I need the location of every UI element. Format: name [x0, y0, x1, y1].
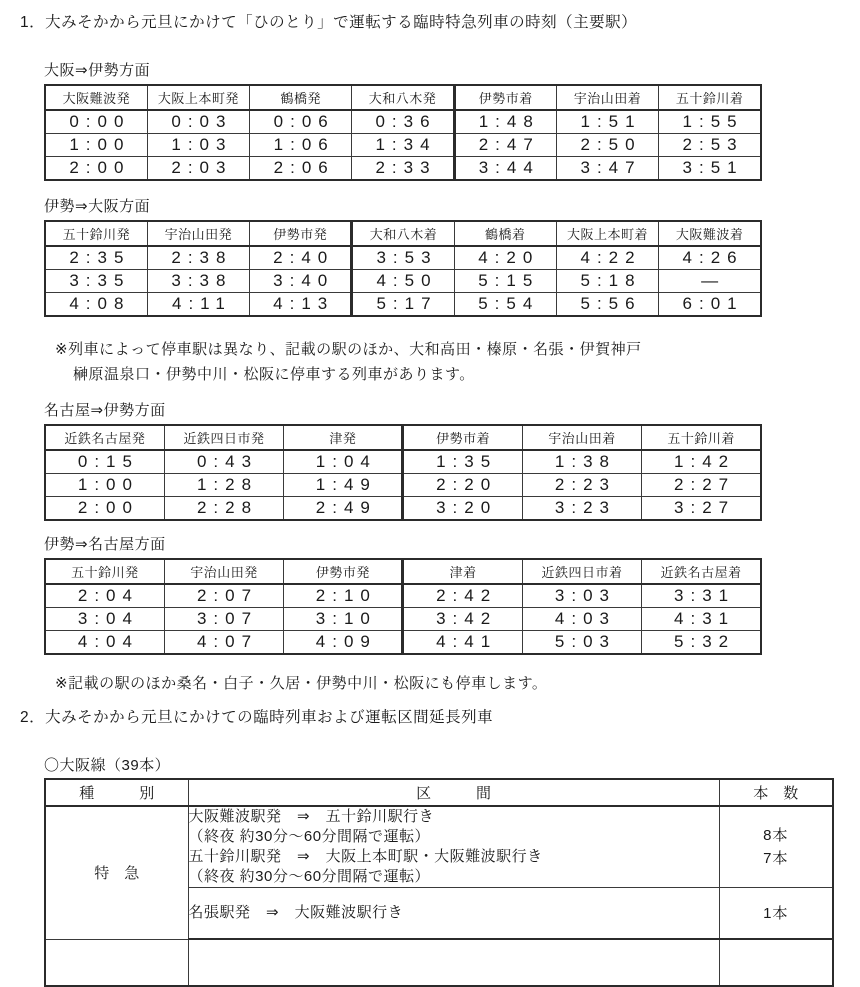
osaka-line-label: 〇大阪線（39本） — [44, 757, 171, 774]
header-row — [45, 559, 761, 584]
table-row-partial — [45, 939, 833, 986]
time-cell: 3:23 — [522, 497, 641, 521]
time-cell: 1:38 — [522, 450, 641, 474]
column-header: 五十鈴川着 — [659, 85, 761, 110]
time-cell: 4:08 — [45, 293, 147, 317]
time-cell: 5:18 — [556, 270, 658, 293]
note-osaka-line-stops — [55, 337, 860, 387]
route-line: 大阪難波駅発 ⇒ 五十鈴川駅行き — [188, 808, 435, 825]
time-cell: 2:47 — [454, 134, 556, 157]
section-1-title: 1．大みそかから元旦にかけて「ひのとり」で運転する臨時特急列車の時刻（主要駅） — [20, 14, 638, 31]
column-header: 伊勢市発 — [250, 221, 352, 246]
column-header: 近鉄四日市発 — [164, 425, 283, 450]
column-header: 近鉄名古屋着 — [642, 559, 761, 584]
timetable-block-ise-to-nagoya — [44, 535, 860, 655]
timetable-block-nagoya-to-ise — [44, 401, 860, 521]
route-line: 五十鈴川駅発 ⇒ 大阪上本町駅・大阪難波駅行き — [188, 848, 543, 865]
col-header-count: 本 数 — [719, 779, 833, 806]
time-cell: 2:35 — [45, 246, 147, 270]
header-row — [45, 85, 761, 110]
column-header: 近鉄四日市着 — [522, 559, 641, 584]
time-cell: 0:03 — [147, 110, 249, 134]
note-line: ※列車によって停車駅は異なり、記載の駅のほか、大和高田・榛原・名張・伊賀神戸 — [55, 341, 642, 358]
time-cell: 3:31 — [642, 584, 761, 608]
column-header: 津発 — [284, 425, 403, 450]
table-row — [45, 497, 761, 521]
section-2-title: 2．大みそかから元旦にかけての臨時列車および運転区間延長列車 — [20, 709, 494, 726]
header-row — [45, 425, 761, 450]
train-count: 7本 — [763, 850, 789, 867]
time-cell: 5:56 — [556, 293, 658, 317]
column-header: 大阪難波発 — [45, 85, 147, 110]
time-cell: 3:40 — [250, 270, 352, 293]
column-header: 鶴橋着 — [454, 221, 556, 246]
time-cell: 1:49 — [284, 474, 403, 497]
time-cell: 3:53 — [352, 246, 454, 270]
route-cell — [188, 888, 719, 940]
time-cell: — — [659, 270, 761, 293]
empty-cell — [45, 939, 188, 986]
timetable-label: 名古屋⇒伊勢方面 — [44, 402, 166, 419]
column-header: 伊勢市着 — [454, 85, 556, 110]
time-cell: 2:23 — [522, 474, 641, 497]
train-count-cell — [719, 888, 833, 940]
time-cell: 3:42 — [403, 608, 522, 631]
time-cell: 3:47 — [556, 157, 658, 181]
column-header: 大阪上本町発 — [147, 85, 249, 110]
timetable-ise-to-osaka — [44, 220, 762, 317]
note-line: 榊原温泉口・伊勢中川・松阪に停車する列車があります。 — [73, 366, 475, 383]
time-cell: 2:40 — [250, 246, 352, 270]
time-cell: 4:50 — [352, 270, 454, 293]
column-header: 津着 — [403, 559, 522, 584]
time-cell: 5:15 — [454, 270, 556, 293]
time-cell: 3:44 — [454, 157, 556, 181]
empty-cell — [719, 939, 833, 986]
time-cell: 1:42 — [642, 450, 761, 474]
table-row — [45, 134, 761, 157]
route-cell — [188, 806, 719, 888]
header-row — [45, 779, 833, 806]
time-cell: 1:00 — [45, 474, 164, 497]
time-cell: 2:06 — [250, 157, 352, 181]
time-cell: 2:28 — [164, 497, 283, 521]
time-cell: 2:07 — [164, 584, 283, 608]
time-cell: 1:55 — [659, 110, 761, 134]
time-cell: 0:06 — [250, 110, 352, 134]
column-header: 大和八木発 — [352, 85, 454, 110]
column-header: 宇治山田着 — [522, 425, 641, 450]
time-cell: 1:28 — [164, 474, 283, 497]
time-cell: 2:27 — [642, 474, 761, 497]
time-cell: 6:01 — [659, 293, 761, 317]
table-row — [45, 806, 833, 888]
table-row — [45, 293, 761, 317]
column-header: 伊勢市着 — [403, 425, 522, 450]
time-cell: 5:54 — [454, 293, 556, 317]
train-type-cell: 特 急 — [45, 806, 188, 939]
time-cell: 4:26 — [659, 246, 761, 270]
time-cell: 1:04 — [284, 450, 403, 474]
column-header: 五十鈴川発 — [45, 221, 147, 246]
osaka-line-table — [44, 778, 834, 987]
timetable-ise-to-nagoya — [44, 558, 762, 655]
train-count: 8本 — [763, 827, 789, 844]
time-cell: 1:00 — [45, 134, 147, 157]
time-cell: 1:48 — [454, 110, 556, 134]
time-cell: 3:03 — [522, 584, 641, 608]
table-row — [45, 157, 761, 181]
time-cell: 0:15 — [45, 450, 164, 474]
time-cell: 4:03 — [522, 608, 641, 631]
time-cell: 2:49 — [284, 497, 403, 521]
time-cell: 2:53 — [659, 134, 761, 157]
table-row — [45, 270, 761, 293]
route-line: 名張駅発 ⇒ 大阪難波駅行き — [188, 904, 404, 921]
time-cell: 2:04 — [45, 584, 164, 608]
time-cell: 3:04 — [45, 608, 164, 631]
timetable-label: 大阪⇒伊勢方面 — [44, 62, 151, 79]
column-header: 大阪上本町着 — [556, 221, 658, 246]
time-cell: 4:22 — [556, 246, 658, 270]
time-cell: 4:20 — [454, 246, 556, 270]
train-count: 1本 — [763, 904, 789, 922]
timetable-nagoya-to-ise — [44, 424, 762, 521]
header-row — [45, 221, 761, 246]
table-row — [45, 474, 761, 497]
time-cell: 4:41 — [403, 631, 522, 655]
time-cell: 2:00 — [45, 497, 164, 521]
time-cell: 1:06 — [250, 134, 352, 157]
time-cell: 4:31 — [642, 608, 761, 631]
column-header: 鶴橋発 — [250, 85, 352, 110]
time-cell: 4:13 — [250, 293, 352, 317]
column-header: 宇治山田発 — [164, 559, 283, 584]
time-cell: 2:50 — [556, 134, 658, 157]
time-cell: 3:20 — [403, 497, 522, 521]
time-cell: 5:03 — [522, 631, 641, 655]
column-header: 五十鈴川着 — [642, 425, 761, 450]
time-cell: 2:38 — [147, 246, 249, 270]
table-row — [45, 246, 761, 270]
route-line: （終夜 約30分～60分間隔で運転） — [188, 868, 431, 885]
time-cell: 3:10 — [284, 608, 403, 631]
table-row — [45, 110, 761, 134]
timetable-block-osaka-to-ise — [44, 61, 860, 181]
timetable-block-ise-to-osaka — [44, 197, 860, 317]
time-cell: 5:32 — [642, 631, 761, 655]
timetable-label: 伊勢⇒名古屋方面 — [44, 536, 166, 553]
time-cell: 1:35 — [403, 450, 522, 474]
time-cell: 0:43 — [164, 450, 283, 474]
table-row — [45, 450, 761, 474]
time-cell: 1:03 — [147, 134, 249, 157]
column-header: 五十鈴川発 — [45, 559, 164, 584]
time-cell: 4:04 — [45, 631, 164, 655]
time-cell: 0:00 — [45, 110, 147, 134]
time-cell: 4:09 — [284, 631, 403, 655]
time-cell: 3:35 — [45, 270, 147, 293]
col-header-train-type: 種 別 — [45, 779, 188, 806]
col-header-section: 区 間 — [188, 779, 719, 806]
empty-cell — [188, 939, 719, 986]
time-cell: 5:17 — [352, 293, 454, 317]
time-cell: 1:51 — [556, 110, 658, 134]
table-row — [45, 584, 761, 608]
time-cell: 3:27 — [642, 497, 761, 521]
time-cell: 3:07 — [164, 608, 283, 631]
train-count-cell — [719, 806, 833, 888]
timetable-label: 伊勢⇒大阪方面 — [44, 198, 151, 215]
table-row — [45, 631, 761, 655]
time-cell: 4:07 — [164, 631, 283, 655]
time-cell: 2:20 — [403, 474, 522, 497]
column-header: 大和八木着 — [352, 221, 454, 246]
note-nagoya-line-stops: ※記載の駅のほか桑名・白子・久居・伊勢中川・松阪にも停車します。 — [55, 675, 548, 692]
column-header: 宇治山田発 — [147, 221, 249, 246]
route-line: （終夜 約30分～60分間隔で運転） — [188, 828, 431, 845]
column-header: 宇治山田着 — [556, 85, 658, 110]
time-cell: 2:33 — [352, 157, 454, 181]
time-cell: 3:51 — [659, 157, 761, 181]
column-header: 近鉄名古屋発 — [45, 425, 164, 450]
time-cell: 2:42 — [403, 584, 522, 608]
time-cell: 2:03 — [147, 157, 249, 181]
time-cell: 2:10 — [284, 584, 403, 608]
timetable-osaka-to-ise — [44, 84, 762, 181]
time-cell: 3:38 — [147, 270, 249, 293]
column-header: 大阪難波着 — [659, 221, 761, 246]
time-cell: 0:36 — [352, 110, 454, 134]
column-header: 伊勢市発 — [284, 559, 403, 584]
time-cell: 1:34 — [352, 134, 454, 157]
table-row — [45, 608, 761, 631]
time-cell: 2:00 — [45, 157, 147, 181]
time-cell: 4:11 — [147, 293, 249, 317]
